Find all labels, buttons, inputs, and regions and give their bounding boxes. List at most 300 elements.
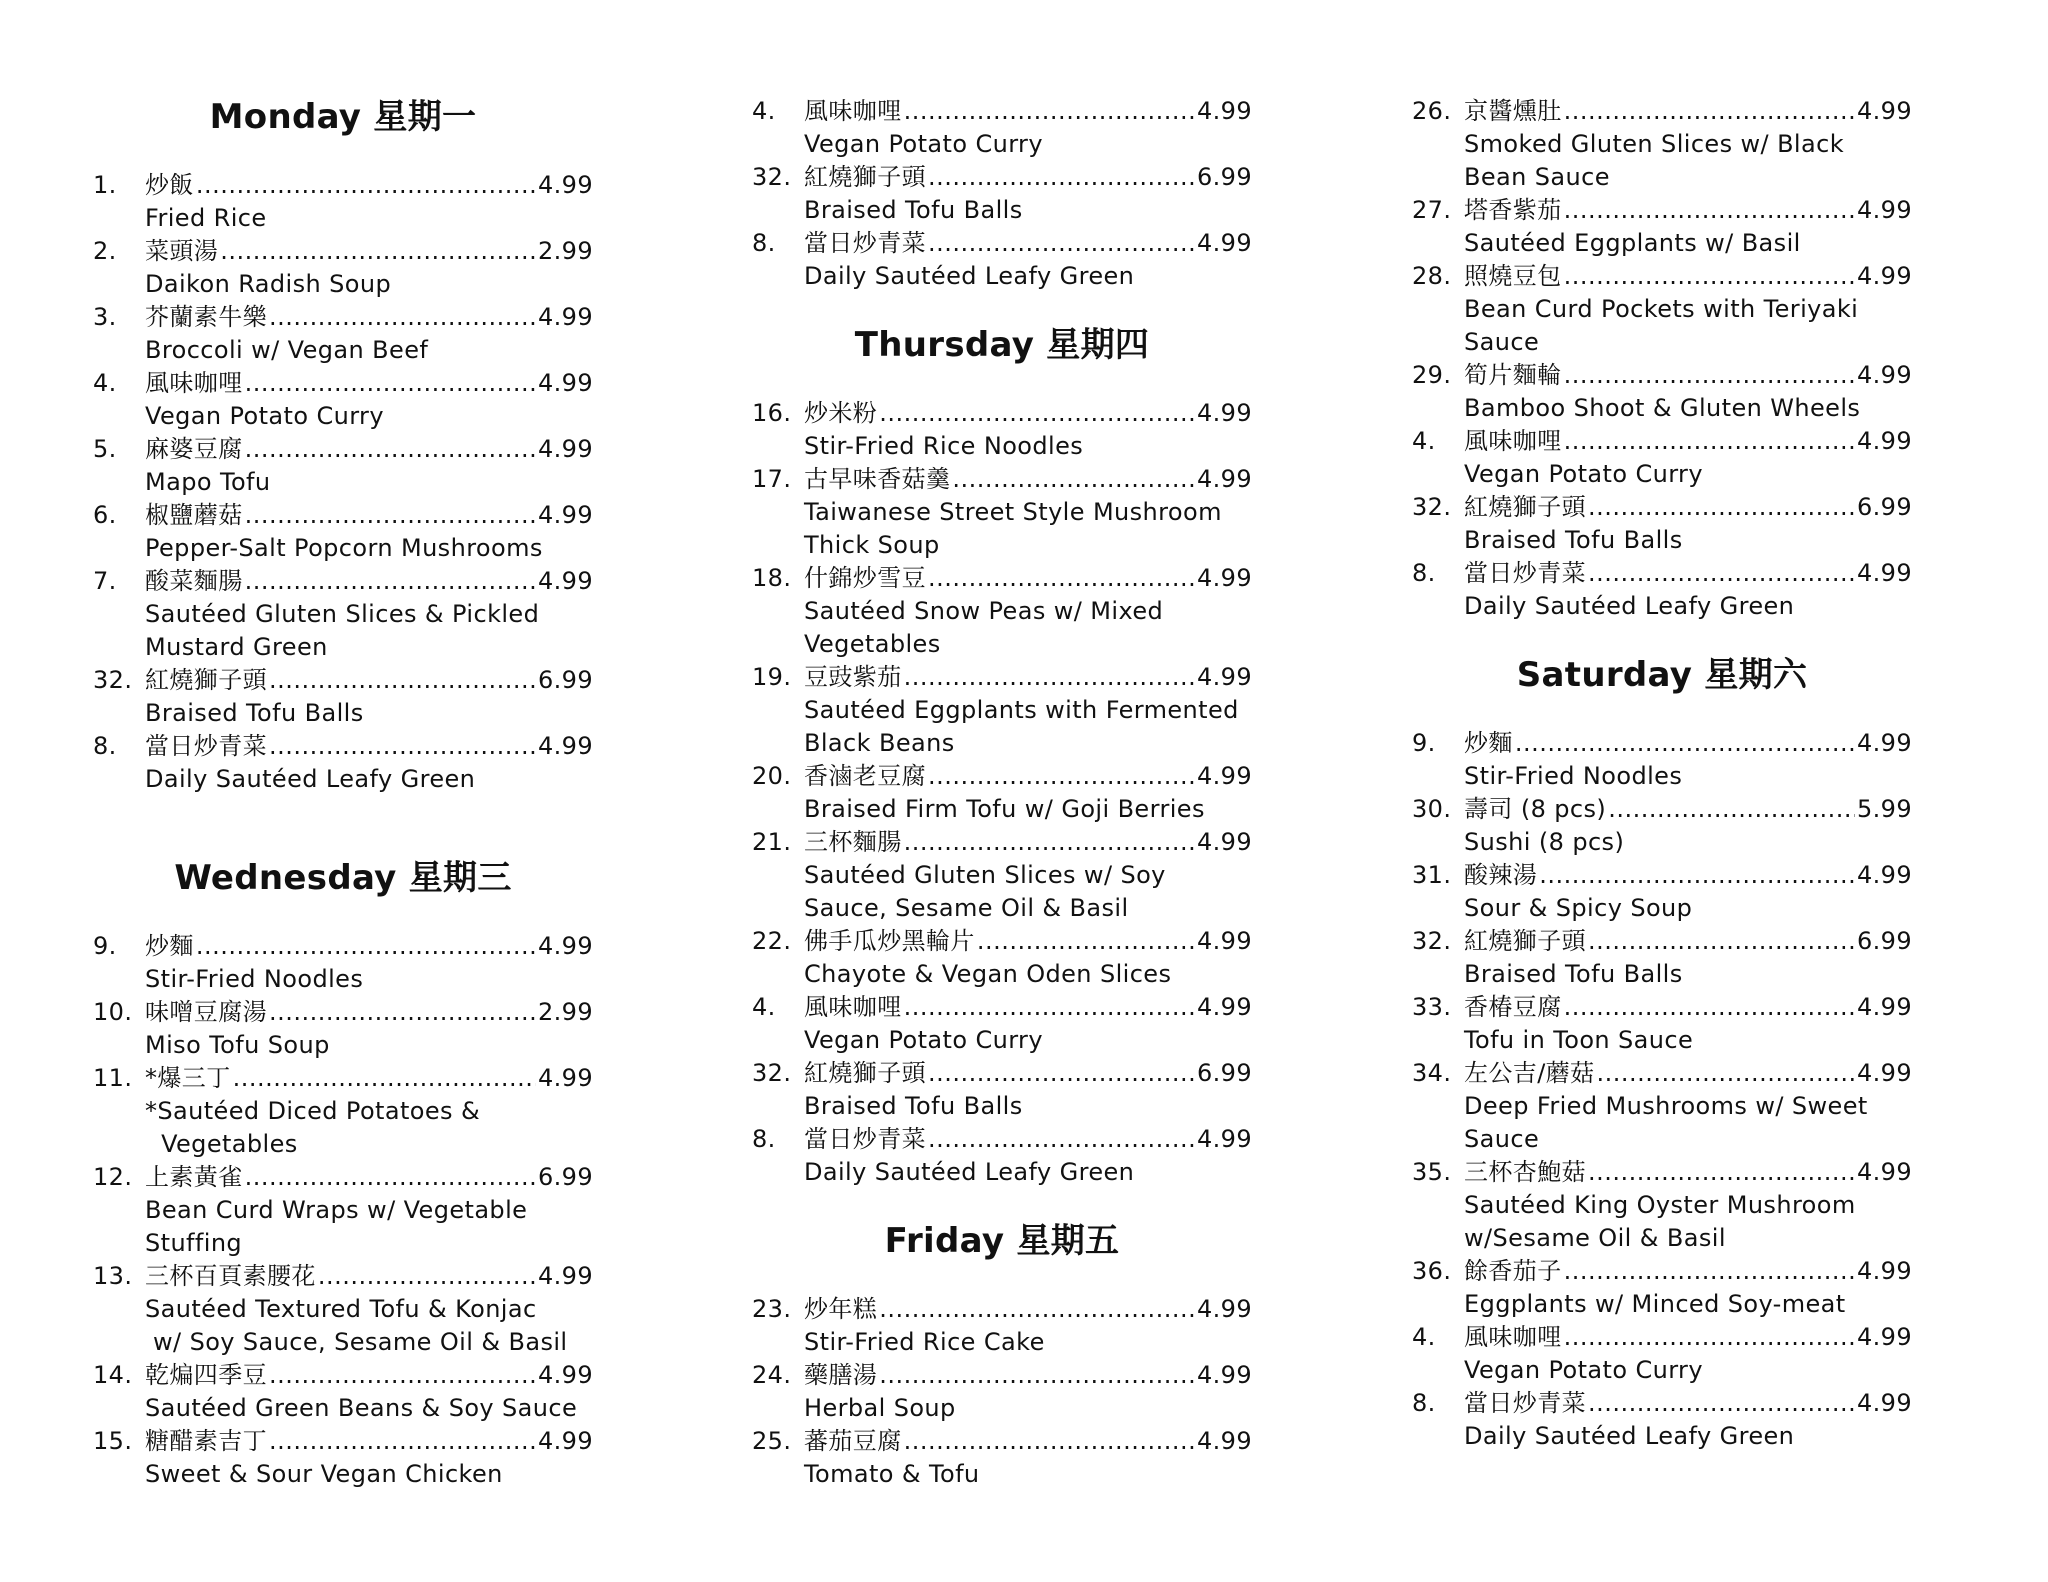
menu-item	[752, 1425, 1292, 1491]
item-price: 6.99	[1196, 1059, 1252, 1087]
item-number: 8.	[1412, 559, 1436, 587]
item-price: 4.99	[1196, 1427, 1252, 1455]
menu-item	[1412, 1387, 1952, 1453]
item-number: 14.	[93, 1361, 133, 1389]
item-number: 23.	[752, 1295, 792, 1323]
menu-item	[1412, 991, 1952, 1057]
dot-leader	[928, 227, 1195, 260]
menu-item-header	[1412, 95, 1912, 128]
item-chinese-name: *爆三丁	[145, 1064, 231, 1092]
item-number: 4.	[1412, 1323, 1436, 1351]
item-price: 4.99	[1856, 97, 1912, 125]
dot-leader	[269, 664, 536, 697]
item-price: 4.99	[1196, 97, 1252, 125]
item-english-name: Tofu in Toon Sauce	[1464, 1026, 1694, 1054]
item-chinese-name: 香椿豆腐	[1464, 993, 1562, 1021]
item-chinese-name: 京醬燻肚	[1464, 97, 1562, 125]
item-price: 5.99	[1856, 795, 1912, 823]
menu-item	[93, 1062, 633, 1161]
item-chinese-name: 三杯麵腸	[804, 828, 902, 856]
item-english-name: Sautéed Eggplants w/ Basil	[1464, 229, 1801, 257]
menu-item-header	[93, 169, 593, 202]
item-number: 15.	[93, 1427, 133, 1455]
item-number: 19.	[752, 663, 792, 691]
menu-item-header	[752, 1293, 1252, 1326]
menu-item-header	[752, 463, 1252, 496]
menu-item	[93, 1425, 633, 1491]
item-english-name: Stir-Fried Noodles	[1464, 762, 1683, 790]
menu-section-thursday	[752, 323, 1292, 1189]
day-heading: Saturday 星期六	[1516, 655, 1808, 695]
item-number: 5.	[93, 435, 117, 463]
menu-item	[752, 95, 1292, 161]
item-price: 4.99	[537, 932, 593, 960]
item-price: 4.99	[1196, 1361, 1252, 1389]
item-chinese-name: 當日炒青菜	[145, 732, 267, 760]
item-number: 36.	[1412, 1257, 1452, 1285]
item-english-name: Eggplants w/ Minced Soy-meat	[1464, 1290, 1846, 1318]
item-english-name: Pepper-Salt Popcorn Mushrooms	[145, 534, 543, 562]
menu-item-header	[93, 1062, 593, 1095]
item-english-name: Stir-Fried Noodles	[145, 965, 364, 993]
menu-item-header	[752, 1123, 1252, 1156]
dot-leader	[928, 1123, 1195, 1156]
menu-item	[93, 664, 633, 730]
item-number: 20.	[752, 762, 792, 790]
item-english-name: Taiwanese Street Style Mushroom Thick Soup	[804, 498, 1230, 559]
item-chinese-name: 當日炒青菜	[1464, 1389, 1586, 1417]
item-price: 4.99	[1196, 399, 1252, 427]
dot-leader	[977, 925, 1195, 958]
item-number: 16.	[752, 399, 792, 427]
item-price: 4.99	[1856, 427, 1912, 455]
menu-item-header	[93, 730, 593, 763]
menu-item	[1412, 859, 1952, 925]
dot-leader	[1588, 1387, 1855, 1420]
menu-item	[1412, 727, 1952, 793]
item-english-name: Vegan Potato Curry	[145, 402, 384, 430]
item-english-name: *Sautéed Diced Potatoes & Vegetables	[145, 1097, 481, 1158]
item-number: 34.	[1412, 1059, 1452, 1087]
menu-item-header	[93, 433, 593, 466]
menu-item	[93, 1359, 633, 1425]
item-chinese-name: 紅燒獅子頭	[145, 666, 267, 694]
item-chinese-name: 當日炒青菜	[804, 1125, 926, 1153]
dot-leader	[1564, 95, 1855, 128]
item-chinese-name: 藥膳湯	[804, 1361, 878, 1389]
menu-item-header	[752, 562, 1252, 595]
menu-item	[93, 367, 633, 433]
menu-item-header	[93, 235, 593, 268]
dot-leader	[318, 1260, 536, 1293]
item-chinese-name: 糖醋素吉丁	[145, 1427, 267, 1455]
item-chinese-name: 紅燒獅子頭	[1464, 927, 1586, 955]
menu-item	[752, 397, 1292, 463]
item-price: 4.99	[1856, 1389, 1912, 1417]
item-price: 4.99	[1196, 993, 1252, 1021]
menu-item	[93, 996, 633, 1062]
dot-leader	[269, 1425, 536, 1458]
dot-leader	[1608, 793, 1855, 826]
menu-item-header	[1412, 925, 1912, 958]
dot-leader	[928, 1057, 1195, 1090]
menu-item	[752, 1359, 1292, 1425]
menu-item	[752, 760, 1292, 826]
item-number: 22.	[752, 927, 792, 955]
item-chinese-name: 酸辣湯	[1464, 861, 1538, 889]
menu-item	[752, 991, 1292, 1057]
item-price: 4.99	[537, 171, 593, 199]
menu-item-header	[1412, 194, 1912, 227]
item-price: 4.99	[537, 1361, 593, 1389]
menu-item	[752, 463, 1292, 562]
item-chinese-name: 當日炒青菜	[1464, 559, 1586, 587]
menu-item	[752, 826, 1292, 925]
item-chinese-name: 麻婆豆腐	[145, 435, 243, 463]
item-number: 35.	[1412, 1158, 1452, 1186]
item-english-name: Broccoli w/ Vegan Beef	[145, 336, 429, 364]
menu-item	[1412, 359, 1952, 425]
menu-item-header	[752, 760, 1252, 793]
menu-item	[1412, 925, 1952, 991]
item-chinese-name: 風味咖哩	[804, 993, 902, 1021]
item-number: 8.	[752, 1125, 776, 1153]
menu-section-continued	[1412, 95, 1952, 623]
menu-item	[1412, 194, 1952, 260]
item-chinese-name: 蕃茄豆腐	[804, 1427, 902, 1455]
item-chinese-name: 酸菜麵腸	[145, 567, 243, 595]
dot-leader	[1564, 260, 1855, 293]
day-heading: Monday 星期一	[209, 97, 477, 137]
item-number: 28.	[1412, 262, 1452, 290]
menu-item	[1412, 793, 1952, 859]
day-heading: Wednesday 星期三	[174, 858, 512, 898]
item-chinese-name: 香滷老豆腐	[804, 762, 926, 790]
dot-leader	[220, 235, 536, 268]
item-price: 4.99	[537, 303, 593, 331]
menu-item	[752, 1123, 1292, 1189]
menu-section-saturday	[1412, 653, 1952, 1453]
dot-leader	[1588, 925, 1855, 958]
menu-item	[93, 169, 633, 235]
item-english-name: Bean Curd Pockets with Teriyaki Sauce	[1464, 295, 1867, 356]
item-price: 4.99	[1196, 927, 1252, 955]
item-price: 4.99	[1856, 993, 1912, 1021]
menu-item	[752, 1293, 1292, 1359]
dot-leader	[233, 1062, 536, 1095]
dot-leader	[879, 397, 1195, 430]
item-chinese-name: 紅燒獅子頭	[1464, 493, 1586, 521]
item-price: 4.99	[1196, 465, 1252, 493]
menu-item	[752, 1057, 1292, 1123]
item-number: 11.	[93, 1064, 133, 1092]
menu-item-header	[1412, 359, 1912, 392]
dot-leader	[1564, 1321, 1855, 1354]
item-english-name: Sweet & Sour Vegan Chicken	[145, 1460, 503, 1488]
menu-section-monday	[93, 95, 633, 796]
menu-item-header	[752, 1359, 1252, 1392]
menu-item	[93, 499, 633, 565]
item-chinese-name: 餘香茄子	[1464, 1257, 1562, 1285]
item-english-name: Braised Tofu Balls	[145, 699, 364, 727]
item-chinese-name: 風味咖哩	[1464, 1323, 1562, 1351]
dot-leader	[904, 991, 1195, 1024]
menu-item-header	[752, 227, 1252, 260]
item-english-name: Daily Sautéed Leafy Green	[1464, 592, 1795, 620]
item-number: 4.	[93, 369, 117, 397]
item-chinese-name: 味噌豆腐湯	[145, 998, 267, 1026]
item-english-name: Daily Sautéed Leafy Green	[804, 262, 1135, 290]
item-chinese-name: 乾煸四季豆	[145, 1361, 267, 1389]
item-english-name: Fried Rice	[145, 204, 267, 232]
menu-item-header	[1412, 1387, 1912, 1420]
item-english-name: Sautéed Snow Peas w/ Mixed Vegetables	[804, 597, 1172, 658]
item-chinese-name: 三杯杏鮑菇	[1464, 1158, 1586, 1186]
item-number: 4.	[1412, 427, 1436, 455]
item-price: 6.99	[1196, 163, 1252, 191]
menu-item-header	[1412, 793, 1912, 826]
menu-item-header	[752, 161, 1252, 194]
dot-leader	[245, 433, 536, 466]
day-heading: Friday 星期五	[884, 1221, 1120, 1261]
item-english-name: Stir-Fried Rice Noodles	[804, 432, 1084, 460]
item-chinese-name: 芥蘭素牛樂	[145, 303, 267, 331]
menu-item	[93, 235, 633, 301]
item-price: 4.99	[1856, 262, 1912, 290]
menu-item-header	[752, 925, 1252, 958]
dot-leader	[904, 95, 1195, 128]
item-number: 4.	[752, 993, 776, 1021]
item-chinese-name: 什錦炒雪豆	[804, 564, 926, 592]
dot-leader	[269, 1359, 536, 1392]
item-english-name: Sautéed King Oyster Mushroom w/Sesame Oil & Basil	[1464, 1191, 1864, 1252]
menu-item-header	[1412, 425, 1912, 458]
dot-leader	[1564, 991, 1855, 1024]
dot-leader	[879, 1293, 1195, 1326]
item-chinese-name: 照燒豆包	[1464, 262, 1562, 290]
menu-item-header	[93, 499, 593, 532]
dot-leader	[1588, 557, 1855, 590]
item-chinese-name: 風味咖哩	[1464, 427, 1562, 455]
item-english-name: Smoked Gluten Slices w/ Black Bean Sauce	[1464, 130, 1853, 191]
item-chinese-name: 當日炒青菜	[804, 229, 926, 257]
item-chinese-name: 紅燒獅子頭	[804, 1059, 926, 1087]
menu-item-header	[752, 1057, 1252, 1090]
menu-item-header	[93, 367, 593, 400]
item-price: 4.99	[537, 435, 593, 463]
item-number: 9.	[1412, 729, 1436, 757]
menu-item-header	[93, 1161, 593, 1194]
item-price: 4.99	[1196, 229, 1252, 257]
dot-leader	[1597, 1057, 1855, 1090]
item-price: 4.99	[1196, 1295, 1252, 1323]
item-number: 6.	[93, 501, 117, 529]
menu-item-header	[1412, 1321, 1912, 1354]
item-price: 4.99	[1196, 828, 1252, 856]
menu-section-wednesday	[93, 856, 633, 1491]
item-english-name: Vegan Potato Curry	[1464, 460, 1703, 488]
dot-leader	[245, 499, 536, 532]
item-chinese-name: 椒鹽蘑菇	[145, 501, 243, 529]
item-number: 3.	[93, 303, 117, 331]
item-price: 4.99	[537, 1064, 593, 1092]
item-english-name: Miso Tofu Soup	[145, 1031, 330, 1059]
dot-leader	[1515, 727, 1855, 760]
menu-item	[1412, 425, 1952, 491]
menu-item-header	[93, 664, 593, 697]
item-number: 12.	[93, 1163, 133, 1191]
menu-item-header	[93, 301, 593, 334]
menu-item	[93, 1161, 633, 1260]
menu-item-header	[93, 930, 593, 963]
dot-leader	[245, 1161, 536, 1194]
item-number: 26.	[1412, 97, 1452, 125]
item-price: 4.99	[537, 1427, 593, 1455]
item-number: 2.	[93, 237, 117, 265]
item-number: 31.	[1412, 861, 1452, 889]
item-price: 6.99	[1856, 493, 1912, 521]
menu-section-friday	[752, 1219, 1292, 1491]
menu-item	[1412, 1156, 1952, 1255]
item-english-name: Vegan Potato Curry	[804, 130, 1043, 158]
item-english-name: Daikon Radish Soup	[145, 270, 392, 298]
dot-leader	[196, 930, 536, 963]
menu-item	[93, 301, 633, 367]
item-english-name: Braised Firm Tofu w/ Goji Berries	[804, 795, 1205, 823]
menu-item	[752, 925, 1292, 991]
menu-item-header	[1412, 1156, 1912, 1189]
item-number: 30.	[1412, 795, 1452, 823]
menu-item	[93, 930, 633, 996]
menu-item-header	[1412, 991, 1912, 1024]
item-english-name: Braised Tofu Balls	[1464, 526, 1683, 554]
menu-item	[1412, 491, 1952, 557]
menu-item-header	[752, 1425, 1252, 1458]
item-english-name: Braised Tofu Balls	[804, 1092, 1023, 1120]
item-english-name: Daily Sautéed Leafy Green	[804, 1158, 1135, 1186]
menu-item	[93, 1260, 633, 1359]
item-english-name: Sautéed Eggplants with Fermented Black Beans	[804, 696, 1247, 757]
dot-leader	[1588, 491, 1855, 524]
item-english-name: Sautéed Gluten Slices & Pickled Mustard Green	[145, 600, 548, 661]
dot-leader	[928, 161, 1195, 194]
menu-column-right	[1412, 95, 1952, 1453]
item-chinese-name: 炒麵	[1464, 729, 1513, 757]
item-english-name: Tomato & Tofu	[804, 1460, 980, 1488]
menu-item	[752, 161, 1292, 227]
item-chinese-name: 壽司 (8 pcs)	[1464, 795, 1607, 823]
item-english-name: Herbal Soup	[804, 1394, 956, 1422]
item-price: 4.99	[1856, 1323, 1912, 1351]
dot-leader	[1539, 859, 1855, 892]
item-chinese-name: 佛手瓜炒黑輪片	[804, 927, 975, 955]
item-english-name: Sautéed Gluten Slices w/ Soy Sauce, Sesame Oil & Basil	[804, 861, 1174, 922]
dot-leader	[1588, 1156, 1855, 1189]
item-chinese-name: 炒米粉	[804, 399, 878, 427]
menu-item-header	[752, 826, 1252, 859]
item-price: 2.99	[537, 237, 593, 265]
menu-item	[1412, 557, 1952, 623]
item-price: 2.99	[537, 998, 593, 1026]
item-number: 4.	[752, 97, 776, 125]
menu-item-header	[93, 996, 593, 1029]
item-english-name: Daily Sautéed Leafy Green	[145, 765, 476, 793]
dot-leader	[952, 463, 1195, 496]
menu-item	[93, 730, 633, 796]
item-number: 13.	[93, 1262, 133, 1290]
item-price: 4.99	[537, 567, 593, 595]
item-english-name: Daily Sautéed Leafy Green	[1464, 1422, 1795, 1450]
menu-item-header	[752, 397, 1252, 430]
menu-item	[752, 227, 1292, 293]
item-price: 4.99	[1196, 762, 1252, 790]
item-price: 4.99	[1856, 1158, 1912, 1186]
item-price: 4.99	[1856, 559, 1912, 587]
menu-item	[1412, 260, 1952, 359]
dot-leader	[928, 562, 1195, 595]
item-english-name: Sour & Spicy Soup	[1464, 894, 1693, 922]
item-price: 4.99	[1856, 361, 1912, 389]
item-price: 4.99	[1856, 729, 1912, 757]
dot-leader	[269, 730, 536, 763]
menu-item-header	[1412, 557, 1912, 590]
menu-item-header	[1412, 491, 1912, 524]
dot-leader	[904, 826, 1195, 859]
menu-item-header	[752, 991, 1252, 1024]
item-chinese-name: 豆豉紫茄	[804, 663, 902, 691]
dot-leader	[928, 760, 1195, 793]
item-english-name: Sushi (8 pcs)	[1464, 828, 1625, 856]
item-number: 9.	[93, 932, 117, 960]
item-number: 32.	[1412, 493, 1452, 521]
item-chinese-name: 風味咖哩	[804, 97, 902, 125]
menu-item	[93, 565, 633, 664]
dot-leader	[1564, 194, 1855, 227]
menu-section-continued	[752, 95, 1292, 293]
item-price: 4.99	[537, 369, 593, 397]
menu-item-header	[93, 565, 593, 598]
menu-item-header	[752, 95, 1252, 128]
item-price: 4.99	[1196, 663, 1252, 691]
item-number: 18.	[752, 564, 792, 592]
item-english-name: Sautéed Green Beans & Soy Sauce	[145, 1394, 578, 1422]
item-number: 32.	[1412, 927, 1452, 955]
item-english-name: Mapo Tofu	[145, 468, 271, 496]
dot-leader	[904, 661, 1195, 694]
dot-leader	[1564, 1255, 1855, 1288]
menu-item	[1412, 1255, 1952, 1321]
item-english-name: Stir-Fried Rice Cake	[804, 1328, 1045, 1356]
item-price: 4.99	[1196, 564, 1252, 592]
item-english-name: Braised Tofu Balls	[804, 196, 1023, 224]
item-english-name: Deep Fried Mushrooms w/ Sweet Sauce	[1464, 1092, 1876, 1153]
item-price: 4.99	[537, 732, 593, 760]
day-heading: Thursday 星期四	[854, 325, 1150, 365]
item-price: 4.99	[1856, 861, 1912, 889]
item-number: 25.	[752, 1427, 792, 1455]
menu-item-header	[93, 1425, 593, 1458]
menu-item-header	[1412, 859, 1912, 892]
menu-item-header	[1412, 727, 1912, 760]
item-chinese-name: 菜頭湯	[145, 237, 219, 265]
item-chinese-name: 炒年糕	[804, 1295, 878, 1323]
item-english-name: Braised Tofu Balls	[1464, 960, 1683, 988]
item-chinese-name: 風味咖哩	[145, 369, 243, 397]
item-number: 8.	[1412, 1389, 1436, 1417]
item-number: 32.	[93, 666, 133, 694]
menu-item	[752, 562, 1292, 661]
menu-item-header	[1412, 1255, 1912, 1288]
